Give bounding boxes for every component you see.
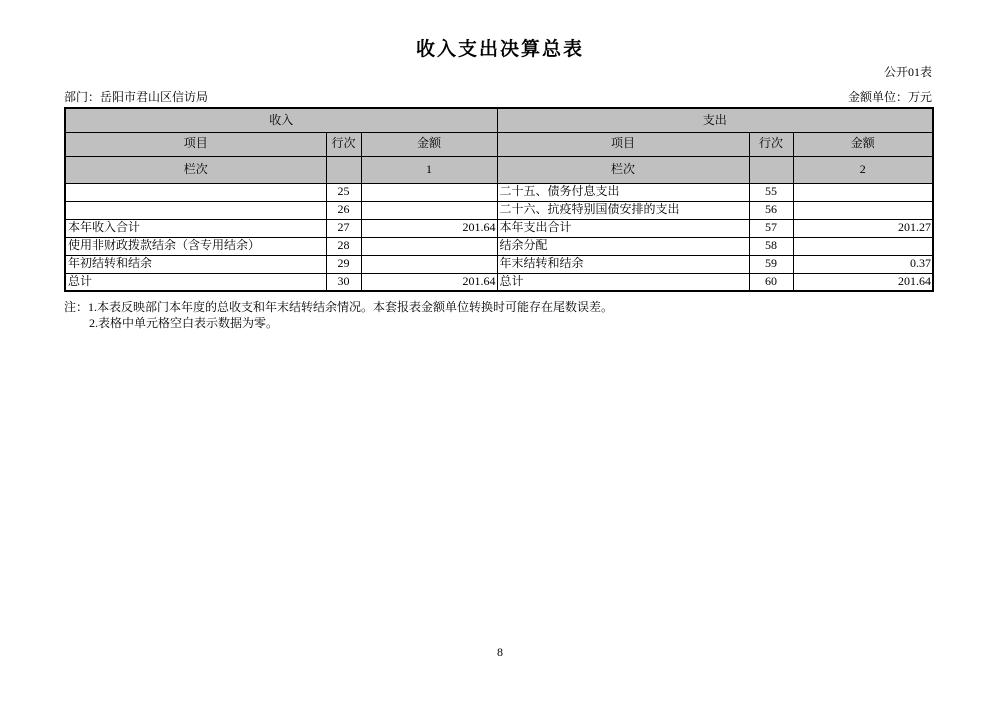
expense-rowno-cell: 57 [749,219,793,237]
table-row [65,183,933,201]
expense-item-cell: 本年支出合计 [497,219,749,237]
footnotes [64,299,613,331]
expense-item-header: 项目 [497,132,749,156]
table-code-label: 公开01表 [883,65,932,79]
expense-item-cell: 总计 [497,273,749,291]
expense-rowno-cell: 60 [749,273,793,291]
income-rowno-header: 行次 [326,132,361,156]
table-row [65,255,933,273]
page-number: 8 [497,645,503,659]
expense-item-cell: 结余分配 [497,237,749,255]
income-rowno-cell: 25 [326,183,361,201]
expense-col-number: 2 [793,156,933,183]
expense-rowno-cell: 59 [749,255,793,273]
expense-rowno-header: 行次 [749,132,793,156]
expense-rowno-cell: 56 [749,201,793,219]
table-row [65,219,933,237]
column-header-row [65,132,933,156]
expense-rowno-cell: 55 [749,183,793,201]
income-col-number: 1 [361,156,497,183]
department-label: 部门：岳阳市君山区信访局 [64,90,209,104]
income-item-cell: 使用非财政拨款结余（含专用结余） [65,237,326,255]
expense-lanci-empty [749,156,793,183]
income-item-cell [65,201,326,219]
expense-item-cell: 二十六、抗疫特别国债安排的支出 [497,201,749,219]
unit-label: 金额单位：万元 [847,90,932,104]
expense-item-cell: 二十五、债务付息支出 [497,183,749,201]
income-item-header: 项目 [65,132,326,156]
income-rowno-cell: 28 [326,237,361,255]
section-header-row [65,108,933,132]
expense-amount-cell: 201.27 [793,219,933,237]
expense-amount-cell: 201.64 [793,273,933,291]
income-section-header: 收入 [65,108,497,132]
income-rowno-cell: 26 [326,201,361,219]
expense-amount-cell: 0.37 [793,255,933,273]
expense-item-cell: 年末结转和结余 [497,255,749,273]
expense-amount-cell [793,237,933,255]
income-amount-cell: 201.64 [361,273,497,291]
income-rowno-cell: 29 [326,255,361,273]
final-accounts-table [64,107,934,292]
expense-rowno-cell: 58 [749,237,793,255]
lanci-row [65,156,933,183]
income-amount-cell [361,237,497,255]
footnote-2: 2.表格中单元格空白表示数据为零。 [89,316,279,330]
income-lanci-label: 栏次 [65,156,326,183]
expense-amount-cell [793,201,933,219]
income-rowno-cell: 27 [326,219,361,237]
meta-row [64,88,932,105]
income-amount-cell [361,201,497,219]
income-item-cell: 本年收入合计 [65,219,326,237]
expense-lanci-label: 栏次 [497,156,749,183]
income-item-cell [65,183,326,201]
table-row [65,201,933,219]
income-lanci-empty [326,156,361,183]
expense-amount-cell [793,183,933,201]
expense-section-header: 支出 [497,108,933,132]
income-amount-cell [361,183,497,201]
page-title: 收入支出决算总表 [415,39,584,60]
income-item-cell: 年初结转和结余 [65,255,326,273]
income-rowno-cell: 30 [326,273,361,291]
expense-amount-header: 金额 [793,132,933,156]
income-amount-header: 金额 [361,132,497,156]
footnote-1: 注：1.本表反映部门本年度的总收支和年末结转结余情况。本套报表金额单位转换时可能存在尾数误差。 [64,300,614,314]
income-amount-cell [361,255,497,273]
table-row [65,273,933,291]
income-amount-cell: 201.64 [361,219,497,237]
income-item-cell: 总计 [65,273,326,291]
table-row [65,237,933,255]
